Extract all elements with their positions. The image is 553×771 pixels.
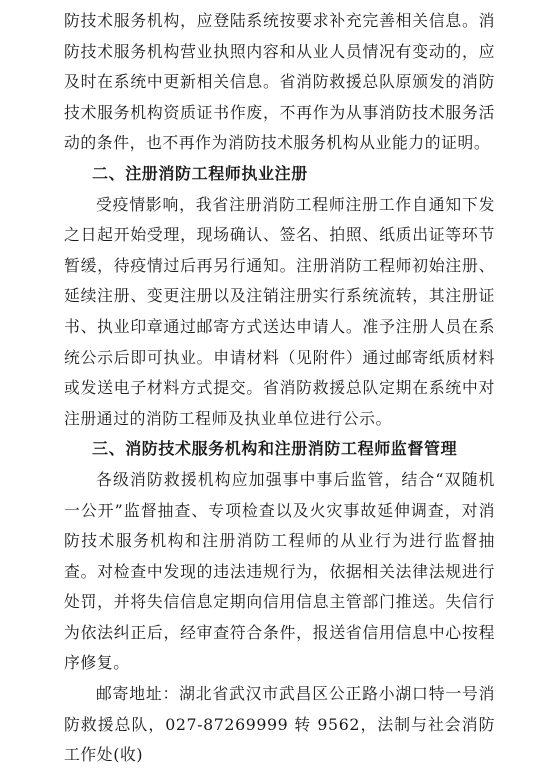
registration-paragraph: 受疫情影响，我省注册消防工程师注册工作自通知下发之日起开始受理，现场确认、签名、拍照、纸质出证等环节暂缓，待疫情过后再另行通知。注册消防工程师初始注册、延续注册、变更注册以及注销注册实行系统流转，其注册证书、执业印章通过邮寄方式送达申请人。准予注册人员在系统公示后即可执业。申请材料（见附件）通过邮寄纸质材料或发送电子材料方式提交。省消防救援总队定期在系统中对注册通过的消防工程师及执业单位进行公示。 — [64, 194, 495, 428]
section-heading-supervision: 三、消防技术服务机构和注册消防工程师监督管理 — [92, 439, 458, 459]
supervision-paragraph: 各级消防救援机构应加强事中事后监管，结合“双随机 一公开”监督抽查、专项检查以及火灾事故延伸调查，对消防技术服务机构和注册消防工程师的从业行为进行监督抽查。对检查中发现的违法违规行为，依据相关法律法规进行处罚，并将失信信息定期向信用信息主管部门推送。失信行为依法纠正后，经审查符合条件，报送省信用信息中心按程序修复。 — [64, 469, 501, 673]
section-heading-registration: 二、注册消防工程师执业注册 — [92, 163, 308, 183]
intro-paragraph: 防技术服务机构，应登陆系统按要求补充完善相关信息。消防技术服务机构营业执照内容和从业人员情况有变动的，应及时在系统中更新相关信息。省消防救援总队原颁发的消防技术服务机构资质证书作废，不再作为从事消防技术服务活动的条件，也不再作为消防技术服务机构从业能力的证明。 — [64, 11, 495, 153]
mailing-address: 邮寄地址：湖北省武汉市武昌区公正路小湖口特一号消防救援总队，027-87269999 转 9562，法制与社会消防工作处(收) — [64, 684, 495, 765]
